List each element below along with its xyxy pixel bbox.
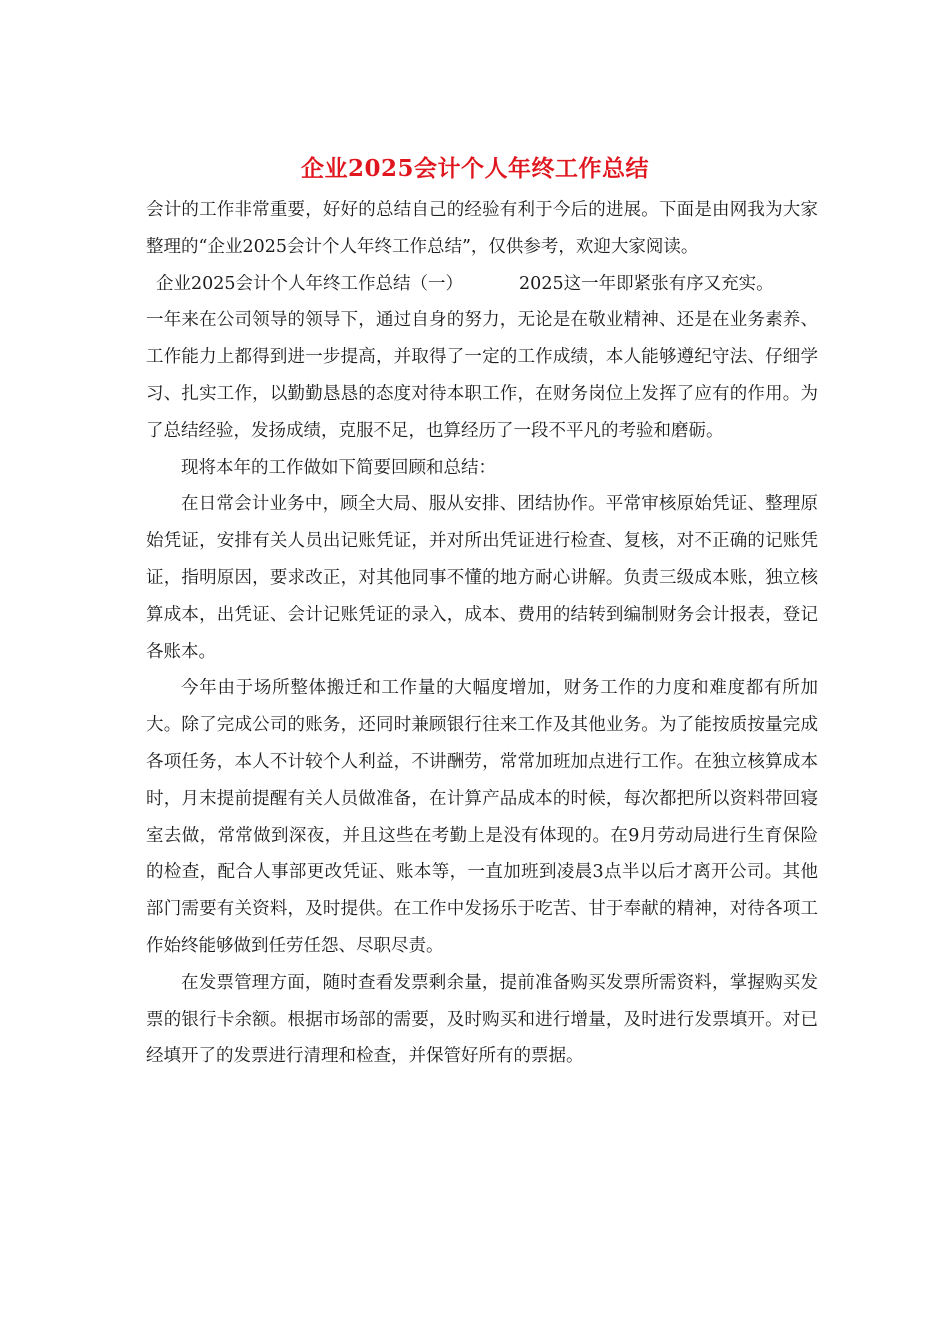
section-heading: 企业2025会计个人年终工作总结（一） [156, 273, 464, 294]
document-body [146, 192, 818, 1075]
body-paragraph: 在日常会计业务中，顾全大局、服从安排、团结协作。平常审核原始凭证、整理原始凭证，安排有关人员出记账凭证，并对所出凭证进行检查、复核，对不正确的记账凭证，指明原因，要求改正，对其他同事不懂的地方耐心讲解。负责三级成本账，独立核算成本，出凭证、会计记账凭证的录入，成本、费用的结转到编制财务会计报表，登记各账本。 [146, 494, 818, 662]
section-continuation-paragraph: 一年来在公司领导的领导下，通过自身的努力，无论是在敬业精神、还是在业务素养、工作能力上都得到进一步提高，并取得了一定的工作成绩，本人能够遵纪守法、仔细学习、扎实工作，以勤勤恳恳的态度对待本职工作，在财务岗位上发挥了应有的作用。为了总结经验，发扬成绩，克服不足，也算经历了一段不平凡的考验和磨砺。 [146, 310, 818, 441]
body-paragraph: 今年由于场所整体搬迁和工作量的大幅度增加，财务工作的力度和难度都有所加大。除了完成公司的账务，还同时兼顾银行往来工作及其他业务。为了能按质按量完成各项任务，本人不计较个人利益，不讲酬劳，常常加班加点进行工作。在独立核算成本时，月末提前提醒有关人员做准备，在计算产品成本的时候，每次都把所以资料带回寝室去做，常常做到深夜，并且这些在考勤上是没有体现的。在9月劳动局进行生育保险的检查，配合人事部更改凭证、账本等，一直加班到凌晨3点半以后才离开公司。其他部门需要有关资料，及时提供。在工作中发扬乐于吃苦、甘于奉献的精神，对待各项工作始终能够做到任劳任怨、尽职尽责。 [146, 678, 818, 956]
document-title: 企业2025会计个人年终工作总结 [300, 155, 649, 182]
body-paragraph: 在发票管理方面，随时查看发票剩余量，提前准备购买发票所需资料，掌握购买发票的银行卡余额。根据市场部的需要，及时购买和进行增量，及时进行发票填开。对已经填开了的发票进行清理和检查，并保管好所有的票据。 [146, 972, 818, 1067]
body-paragraph: 现将本年的工作做如下简要回顾和总结： [181, 457, 496, 478]
intro-paragraph: 会计的工作非常重要，好好的总结自己的经验有利于今后的进展。下面是由网我为大家整理的“企业2025会计个人年终工作总结”，仅供参考，欢迎大家阅读。 [146, 200, 818, 257]
section-first-line: 2025这一年即紧张有序又充实。 [519, 273, 774, 294]
section-heading-line [146, 266, 818, 303]
